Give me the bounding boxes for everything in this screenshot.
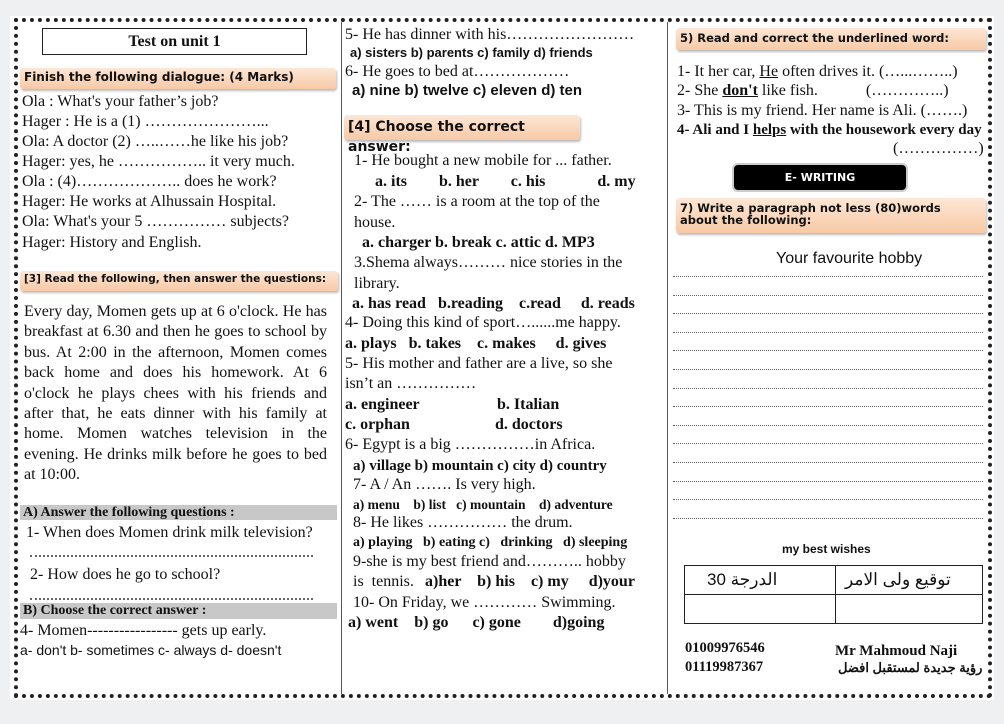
question: 4- Doing this kind of sport…......me happy. xyxy=(345,314,621,331)
writing-title: E- WRITING xyxy=(734,165,906,190)
option: d. doctors xyxy=(495,416,563,433)
section-b-header: B) Choose the correct answer : xyxy=(20,603,337,619)
question: is tennis. xyxy=(353,573,418,590)
question: 9-she is my best friend and……….. hobby xyxy=(353,553,626,570)
correction-item xyxy=(677,121,982,139)
text: like fish. (…………..) xyxy=(757,82,949,99)
writing-line[interactable] xyxy=(673,481,983,482)
correction-item xyxy=(677,63,958,81)
option: b. Italian xyxy=(497,396,560,413)
options: a. charger b. break c. attic d. MP3 xyxy=(362,234,595,251)
options: a) nine b) twelve c) eleven d) ten xyxy=(352,82,583,99)
text: with the housework every day xyxy=(786,122,982,138)
question: isn’t an …………… xyxy=(345,375,477,392)
slogan: رؤية جديدة لمستقبل افضل xyxy=(838,660,983,675)
text: 1- It her car, xyxy=(677,63,760,80)
question: 10- On Friday, we ………… Swimming. xyxy=(353,594,616,611)
dialogue-line: Ola: What's your 5 …………… subjects? xyxy=(22,213,289,230)
text: 2- She xyxy=(677,82,723,99)
question: 3.Shema always……… nice stories in the xyxy=(354,254,623,271)
signature-field[interactable] xyxy=(836,595,982,623)
question: 6- Egypt is a big ……………in Africa. xyxy=(345,436,596,453)
text: 4- Ali and I xyxy=(677,122,753,138)
phone: 01009976546 xyxy=(685,640,765,656)
title-box: Test on unit 1 xyxy=(42,28,307,55)
column-divider xyxy=(667,22,668,694)
signature-cell: توقيع ولى الامر xyxy=(845,570,951,589)
question: house. xyxy=(354,214,396,231)
answer-line[interactable] xyxy=(30,598,313,600)
correction-item: 3- This is my friend. Her name is Ali. (…….) xyxy=(677,102,968,119)
question-4: 4- Momen----------------- gets up early. xyxy=(20,622,267,639)
writing-line[interactable] xyxy=(673,406,983,407)
question: 6- He goes to bed at……………… xyxy=(345,63,570,80)
dialogue-line: Ola : (4)……………….. does he work? xyxy=(22,173,277,190)
writing-line[interactable] xyxy=(673,443,983,444)
options: a) playing b) eating c) drinking d) sleeping xyxy=(353,535,628,550)
reading-passage: Every day, Momen gets up at 6 o'clock. He has breakfast at 6.30 and then he goes to school by bus. At 2:00 in the afternoon, Momen comes back home and does his homework. At 6 o'clock he plays chees with his friends and after that, he eats dinner with his family at home. Momen watches television in the evening. He drinks milk before he goes to bed at 10:00. xyxy=(24,303,327,484)
options: a. has read b.reading c.read d. reads xyxy=(352,295,635,312)
writing-line[interactable] xyxy=(673,388,983,389)
answer-line[interactable] xyxy=(30,555,313,557)
dialogue-line: Ola : What's your father’s job? xyxy=(22,93,219,110)
dialogue-line: Hager : He is a (1) …………………... xyxy=(22,113,269,130)
underlined-word: don't xyxy=(722,82,758,99)
column-divider xyxy=(341,22,342,694)
options: a. plays b. takes c. makes d. gives xyxy=(345,335,607,352)
writing-line[interactable] xyxy=(673,350,983,351)
question: 7- A / An ……. Is very high. xyxy=(353,476,536,493)
question: 5- His mother and father are a live, so she xyxy=(345,355,613,372)
writing-line[interactable] xyxy=(673,518,983,519)
writing-line[interactable] xyxy=(673,462,983,463)
dialogue-line: Ola: A doctor (2) …..……he like his job? xyxy=(22,133,289,150)
writing-line[interactable] xyxy=(673,369,983,370)
question: library. xyxy=(354,275,400,292)
options: a)her b) his c) my d)your xyxy=(425,573,635,590)
options: a) menu b) list c) mountain d) adventure xyxy=(353,497,613,512)
writing-line[interactable] xyxy=(673,499,983,500)
option: a. engineer xyxy=(345,396,420,413)
grade-cell: الدرجة 30 xyxy=(707,570,778,589)
question: 2- The …… is a room at the top of the xyxy=(354,193,600,210)
writing-header: 7) Write a paragraph not less (80)words about the following: xyxy=(676,198,986,233)
correction-item xyxy=(677,82,949,100)
dialogue-header: Finish the following dialogue: (4 Marks) xyxy=(20,68,336,89)
writing-line[interactable] xyxy=(673,295,983,296)
question-1: 1- When does Momen drink milk television? xyxy=(26,524,313,541)
choose-header: [4] Choose the correct answer: xyxy=(344,115,580,140)
writing-line[interactable] xyxy=(673,332,983,333)
question-2: 2- How does he go to school? xyxy=(30,566,221,583)
dialogue-line: Hager: yes, he …………….. it very much. xyxy=(22,153,295,170)
writing-line[interactable] xyxy=(673,276,983,277)
options: a. its b. her c. his d. my xyxy=(375,173,636,190)
question: 5- He has dinner with his…………………… xyxy=(345,26,635,43)
options: a) sisters b) parents c) family d) friends xyxy=(350,45,593,60)
reading-header: [3] Read the following, then answer the questions: xyxy=(20,271,338,291)
dialogue-line: Hager: History and English. xyxy=(22,234,202,251)
section-a-header: A) Answer the following questions : xyxy=(20,505,337,520)
question: 8- He likes …………… the drum. xyxy=(353,514,573,531)
text: often drives it. (…...……..) xyxy=(778,63,958,80)
underlined-word: He xyxy=(759,63,779,80)
phone: 01119987367 xyxy=(685,659,764,675)
options: a) village b) mountain c) city d) country xyxy=(353,458,607,474)
dialogue-line: Hager: He works at Alhussain Hospital. xyxy=(22,193,277,210)
correct-header: 5) Read and correct the underlined word: xyxy=(676,28,986,50)
writing-line[interactable] xyxy=(673,425,983,426)
options: a) went b) go c) gone d)going xyxy=(348,614,605,631)
teacher-name: Mr Mahmoud Naji xyxy=(835,643,958,659)
answer-blank[interactable]: (……………) xyxy=(893,140,984,157)
question: 1- He bought a new mobile for ... father. xyxy=(354,152,612,169)
best-wishes: my best wishes xyxy=(782,542,871,556)
writing-topic: Your favourite hobby xyxy=(776,250,923,267)
question-4-options: a- don't b- sometimes c- always d- doesn't xyxy=(20,642,282,658)
writing-line[interactable] xyxy=(673,313,983,314)
grade-table xyxy=(684,565,983,624)
option: c. orphan xyxy=(345,416,410,433)
underlined-word: helps xyxy=(752,122,787,138)
